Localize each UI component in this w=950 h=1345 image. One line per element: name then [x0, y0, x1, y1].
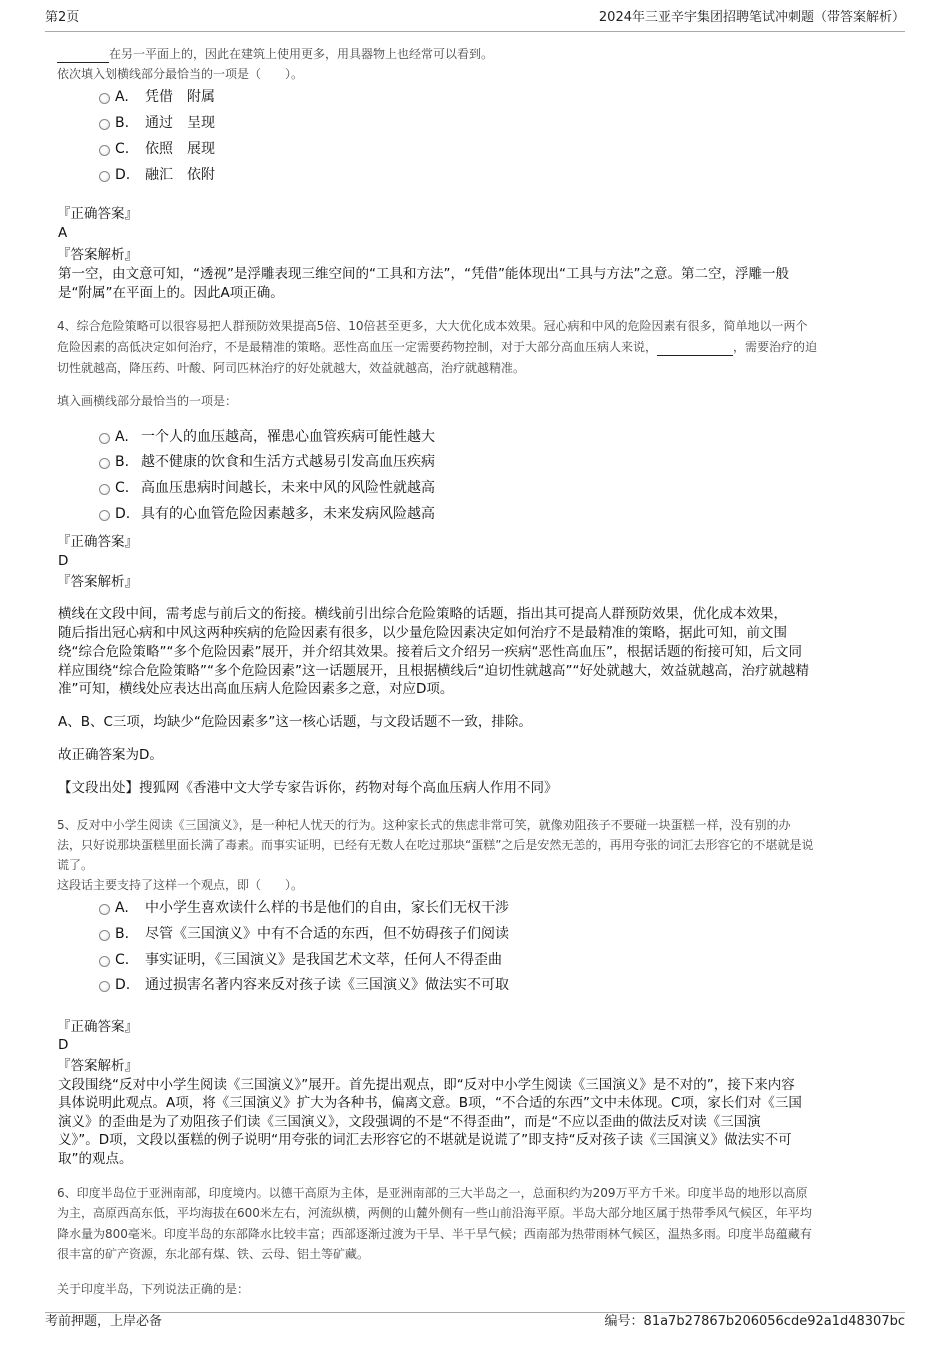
analysis-line: 第一空，由文意可知，“透视”是浮雕表现三维空间的“工具和方法”，“凭借”能体现出“工具与方法”之意。第二空，浮雕一般 [58, 266, 789, 282]
footer-slogan: 考前押题，上岸必备 [45, 1314, 163, 1329]
question-prompt: 填入画横线部分最恰当的一项是： [57, 394, 238, 408]
option-key: A. [115, 900, 129, 916]
option-key: A. [115, 429, 129, 445]
analysis-line: 文段围绕“反对中小学生阅读《三国演义》”展开。首先提出观点，即“反对中小学生阅读《三国演义》是不对的”，接下来内容 [58, 1077, 795, 1093]
option-item[interactable] [115, 453, 435, 471]
option-key: C. [115, 141, 130, 157]
analysis-line: 样应围绕“综合危险策略”“多个危险因素”这一话题展开，且根据横线后“迫切性就越高”“好处就越大，效益就越高，治疗就越精 [58, 663, 809, 679]
option-item[interactable] [115, 925, 509, 943]
analysis-line: 准”可知，横线处应表达出高血压病人危险因素多之意，对应D项。 [58, 681, 454, 697]
answer-label: 『正确答案』 [57, 534, 138, 550]
analysis-label: 『答案解析』 [57, 574, 138, 590]
option-item[interactable] [115, 976, 509, 994]
question-stem-line: 4、综合危险策略可以很容易把人群预防效果提高5倍、10倍甚至更多，大大优化成本效果。冠心病和中风的危险因素有很多，简单地以一两个 [57, 319, 808, 333]
analysis-line: 绕“综合危险策略”“多个危险因素”展开，并介绍其效果。接着后文介绍另一疾病“恶性高血压”，根据话题的衔接可知，后文同 [58, 644, 802, 660]
option-key: B. [115, 454, 130, 470]
option-radio[interactable] [99, 981, 110, 992]
option-text: 凭借 附属 [145, 89, 215, 105]
option-radio[interactable] [99, 119, 110, 130]
option-radio[interactable] [99, 93, 110, 104]
question-stem-line: 法，只好说那块蛋糕里面长满了毒素。而事实证明，已经有无数人在吃过那块“蛋糕”之后是安然无恙的，再用夸张的词汇去形容它的不堪就是说 [57, 838, 814, 852]
analysis-line: 具体说明此观点。A项，将《三国演义》扩大为各种书，偏离文意。B项，“不合适的东西”文中未体现。C项，家长们对《三国 [58, 1095, 802, 1111]
option-radio[interactable] [99, 930, 110, 941]
analysis-line: 随后指出冠心病和中风这两种疾病的危险因素有很多，以少量危险因素决定如何治疗不是最精准的策略，据此可知，前文围 [58, 625, 787, 641]
option-text: 融汇 依附 [145, 167, 215, 183]
question-stem-line: 很丰富的矿产资源，东北部有煤、铁、云母、铝土等矿藏。 [57, 1247, 370, 1261]
analysis-line: 取”的观点。 [58, 1151, 133, 1167]
question-stem-line [57, 45, 493, 63]
option-text: 中小学生喜欢读什么样的书是他们的自由，家长们无权干涉 [145, 900, 509, 916]
option-radio[interactable] [99, 145, 110, 156]
option-key: C. [115, 480, 130, 496]
option-text: 通过 呈现 [145, 115, 215, 131]
option-key: A. [115, 89, 129, 105]
correct-answer: D [58, 1037, 69, 1053]
option-radio[interactable] [99, 458, 110, 469]
fill-blank [57, 50, 109, 63]
option-text: 依照 展现 [145, 141, 215, 157]
option-text: 具有的心血管危险因素越多，未来发病风险越高 [141, 506, 435, 522]
answer-label: 『正确答案』 [57, 1019, 138, 1035]
option-text: 越不健康的饮食和生活方式越易引发高血压疾病 [141, 454, 435, 470]
question-stem-line: 谎了。 [57, 858, 94, 872]
option-radio[interactable] [99, 484, 110, 495]
option-radio[interactable] [99, 510, 110, 521]
option-item[interactable] [115, 479, 435, 497]
option-item[interactable] [115, 428, 435, 446]
option-item[interactable] [115, 951, 502, 969]
option-key: D. [115, 167, 131, 183]
option-key: B. [115, 115, 130, 131]
document-title: 2024年三亚辛宇集团招聘笔试冲刺题（带答案解析） [598, 10, 905, 25]
option-radio[interactable] [99, 904, 110, 915]
option-key: D. [115, 977, 131, 993]
document-code: 编号：81a7b27867b206056cde92a1d48307bc [604, 1314, 905, 1329]
analysis-label: 『答案解析』 [57, 1058, 138, 1074]
question-prompt: 关于印度半岛，下列说法正确的是： [57, 1282, 250, 1296]
correct-answer: A [58, 225, 68, 241]
question-stem-line: 为主，高原西高东低，平均海拔在600米左右，河流纵横，两侧的山麓外侧有一些山前沿海平原。半岛大部分地区属于热带季风气候区，年平均 [57, 1206, 812, 1220]
option-radio[interactable] [99, 956, 110, 967]
option-text: 事实证明，《三国演义》是我国艺术文萃，任何人不得歪曲 [145, 952, 502, 968]
option-text: 尽管《三国演义》中有不合适的东西，但不妨碍孩子们阅读 [145, 926, 509, 942]
option-key: B. [115, 926, 130, 942]
passage-source: 【文段出处】搜狐网《香港中文大学专家告诉你，药物对每个高血压病人作用不同》 [58, 780, 558, 796]
option-item[interactable] [115, 166, 215, 184]
analysis-line: 演义》的歪曲是为了劝阻孩子们读《三国演义》，文段强调的不是“不得歪曲”，而是“不应以歪曲的做法反对读《三国演 [58, 1114, 761, 1130]
question-stem-line: 降水量为800毫米。印度半岛的东部降水比较丰富；西部逐渐过渡为干旱、半干旱气候；西南部为热带雨林气候区，温热多雨。印度半岛蕴藏有 [57, 1227, 812, 1241]
option-item[interactable] [115, 505, 435, 523]
question-stem-line: 6、印度半岛位于亚洲南部，印度境内。以德干高原为主体，是亚洲南部的三大半岛之一，总面积约为209万平方千米。印度半岛的地形以高原 [57, 1186, 808, 1200]
option-text: 高血压患病时间越长，未来中风的风险性就越高 [141, 480, 435, 496]
page-number: 第2页 [45, 10, 80, 25]
analysis-exclusion: A、B、C三项，均缺少“危险因素多”这一核心话题，与文段话题不一致，排除。 [58, 714, 532, 730]
option-text: 一个人的血压越高，罹患心血管疾病可能性越大 [141, 429, 435, 445]
option-text: 通过损害名著内容来反对孩子读《三国演义》做法实不可取 [145, 977, 509, 993]
option-item[interactable] [115, 114, 215, 132]
correct-answer: D [58, 553, 69, 569]
option-item[interactable] [115, 88, 215, 106]
option-key: D. [115, 506, 131, 522]
fill-blank [657, 343, 733, 356]
option-item[interactable] [115, 140, 215, 158]
question-prompt: 依次填入划横线部分最恰当的一项是（ ）。 [57, 67, 304, 81]
analysis-line: 义》”。D项，文段以蛋糕的例子说明“用夸张的词汇去形容它的不堪就是说谎了”即支持“反对孩子读《三国演义》做法实不可 [58, 1132, 792, 1148]
question-prompt: 这段话主要支持了这样一个观点，即（ ）。 [57, 878, 304, 892]
question-stem-line: 5、反对中小学生阅读《三国演义》，是一种杞人忧天的行为。这种家长式的焦虑非常可笑，就像劝阻孩子不要碰一块蛋糕一样，没有别的办 [57, 818, 791, 832]
question-stem-line [57, 338, 817, 356]
header-divider [45, 31, 905, 32]
stem-text: 在另一平面上的，因此在建筑上使用更多，用具器物上也经常可以看到。 [109, 47, 494, 61]
question-stem-line: 切性就越高，降压药、叶酸、阿司匹林治疗的好处就越大，效益就越高，治疗就越精准。 [57, 361, 526, 375]
answer-label: 『正确答案』 [57, 206, 138, 222]
option-key: C. [115, 952, 130, 968]
stem-text: ，需要治疗的迫 [733, 340, 818, 354]
option-radio[interactable] [99, 433, 110, 444]
option-item[interactable] [115, 899, 509, 917]
analysis-conclusion: 故正确答案为D。 [58, 747, 163, 763]
analysis-line: 横线在文段中间，需考虑与前后文的衔接。横线前引出综合危险策略的话题，指出其可提高人群预防效果，优化成本效果， [58, 606, 787, 622]
analysis-line: 是“附属”在平面上的。因此A项正确。 [58, 285, 284, 301]
analysis-label: 『答案解析』 [57, 247, 138, 263]
stem-text: 危险因素的高低决定如何治疗，不是最精准的策略。恶性高血压一定需要药物控制，对于大部分高血压病人来说， [57, 340, 658, 354]
option-radio[interactable] [99, 171, 110, 182]
